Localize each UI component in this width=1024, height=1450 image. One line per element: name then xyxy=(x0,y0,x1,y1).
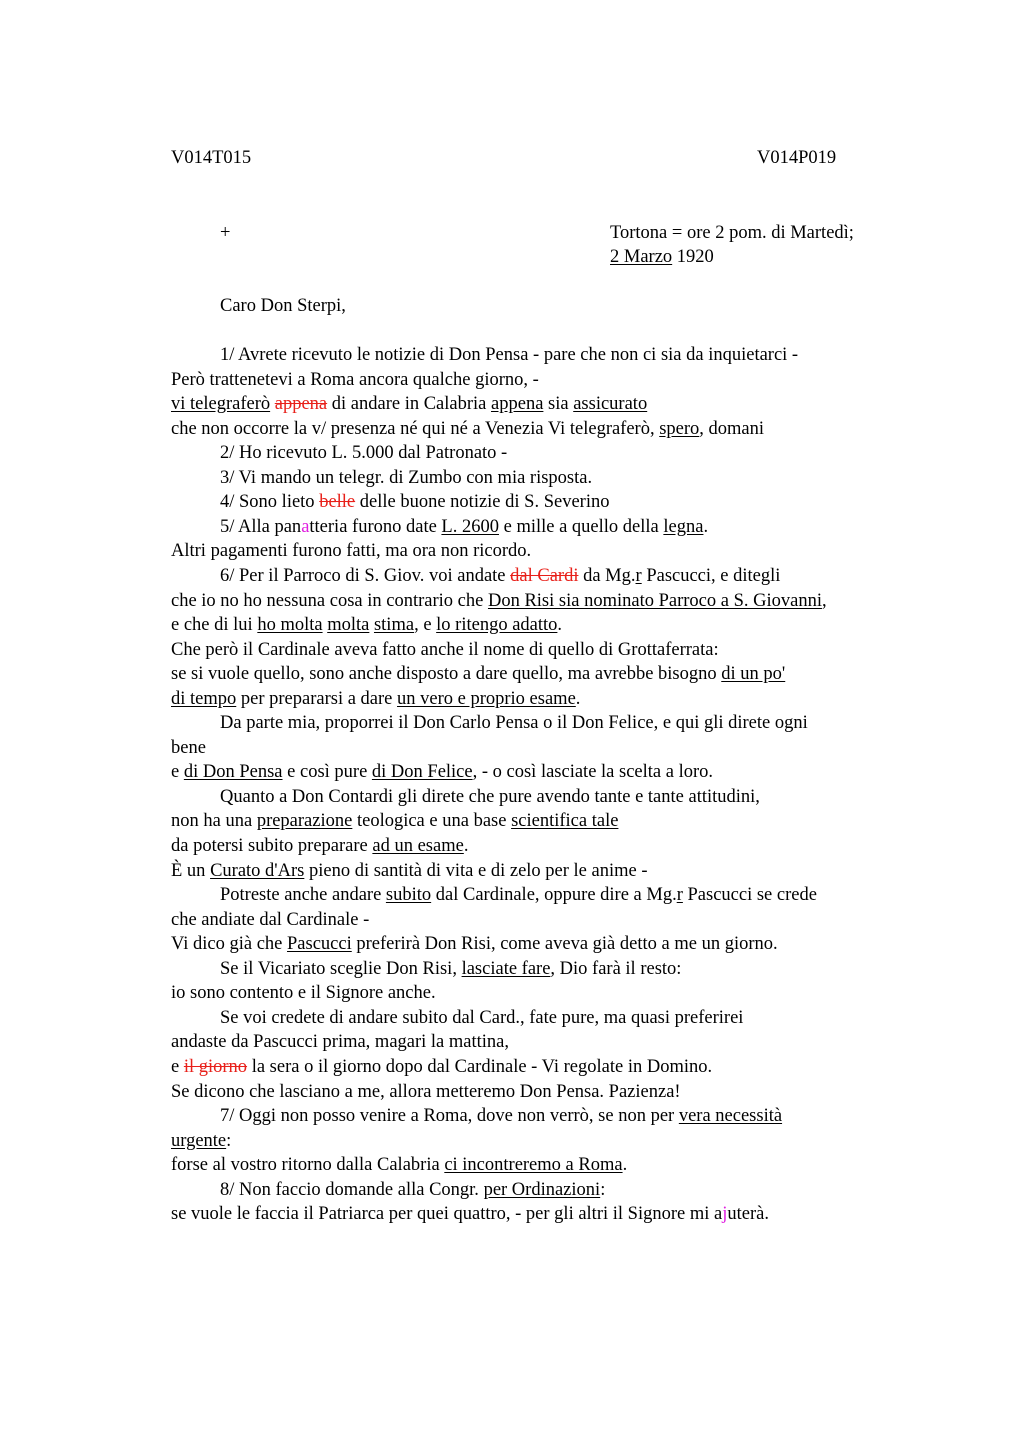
underlined-text: r xyxy=(676,885,683,905)
line-text: uterà. xyxy=(727,1204,769,1224)
underlined-text: Don Risi sia nominato Parroco a S. Giovanni xyxy=(487,591,822,611)
salutation: Caro Don Sterpi, xyxy=(220,296,346,316)
inserted-letter: j xyxy=(722,1204,728,1224)
line-text: e così pure xyxy=(282,762,372,782)
line-text: 7/ Oggi non posso venire a Roma, dove non verrò, se non per xyxy=(220,1106,679,1126)
line-text: 1/ Avrete ricevuto le notizie di Don Pensa - pare che non ci sia da inquietarci - xyxy=(220,345,799,365)
line-text: sia xyxy=(543,394,574,414)
line-text: Se voi credete di andare subito dal Card., fate pure, ma quasi preferirei xyxy=(220,1008,744,1028)
letter-line xyxy=(220,785,760,809)
letter-line xyxy=(171,368,539,392)
letter-line xyxy=(220,343,798,367)
letter-line xyxy=(220,441,507,465)
letter-line xyxy=(171,859,648,883)
document-code-right: V014P019 xyxy=(757,148,837,168)
line-text: Però trattenetevi a Roma ancora qualche giorno, - xyxy=(171,370,539,390)
line-text: , xyxy=(821,591,827,611)
line-text: Pascucci, e ditegli xyxy=(641,566,781,586)
line-text: : xyxy=(600,1180,606,1200)
line-text: Pascucci se crede xyxy=(682,885,817,905)
letter-line xyxy=(171,1129,231,1153)
line-text: da potersi subito preparare xyxy=(171,836,373,856)
underlined-text: vera necessità xyxy=(678,1106,783,1126)
date-year: 1920 xyxy=(672,247,714,267)
line-text: . xyxy=(575,689,581,709)
underlined-text: ho molta xyxy=(257,615,323,635)
line-text: , domani xyxy=(699,419,765,439)
dateline-date xyxy=(610,245,714,269)
line-text: la sera o il giorno dopo dal Cardinale - Vi regolate in Domino. xyxy=(247,1057,713,1077)
line-text: forse al vostro ritorno dalla Calabria xyxy=(171,1155,445,1175)
line-text: . xyxy=(703,517,709,537)
underlined-text: r xyxy=(635,566,642,586)
line-text: io sono contento e il Signore anche. xyxy=(171,983,436,1003)
letter-line xyxy=(171,638,719,662)
underlined-text: subito xyxy=(385,885,432,905)
letter-line xyxy=(220,1178,605,1202)
letter-line xyxy=(171,760,713,784)
underlined-text: spero xyxy=(659,419,700,439)
line-text: Se il Vicariato sceglie Don Risi, xyxy=(220,959,462,979)
letter-line xyxy=(220,1104,782,1128)
underlined-text: appena xyxy=(491,394,544,414)
letter-line xyxy=(171,932,778,956)
line-text: : xyxy=(226,1131,232,1151)
date-day-month: 2 Marzo xyxy=(610,247,673,267)
line-text: È un xyxy=(171,861,211,881)
line-text: Altri pagamenti furono fatti, ma ora non ricordo. xyxy=(171,541,532,561)
dateline-place-time: Tortona = ore 2 pom. di Martedì; xyxy=(610,223,854,243)
underlined-text: ad un esame xyxy=(372,836,464,856)
deleted-text: il giorno xyxy=(183,1057,248,1077)
letter-line xyxy=(220,711,808,735)
line-text: e mille a quello della xyxy=(498,517,664,537)
line-text: Se dicono che lasciano a me, allora metteremo Don Pensa. Pazienza! xyxy=(171,1082,681,1102)
line-text: Che però il Cardinale aveva fatto anche il nome di quello di Grottaferrata: xyxy=(171,640,719,660)
underlined-text: assicurato xyxy=(573,394,648,414)
line-text: 3/ Vi mando un telegr. di Zumbo con mia risposta. xyxy=(220,468,593,488)
cross-mark: + xyxy=(220,223,231,243)
line-text: , e xyxy=(414,615,437,635)
letter-line xyxy=(171,1055,712,1079)
line-text: bene xyxy=(171,738,206,758)
underlined-text: di Don Felice xyxy=(371,762,473,782)
deleted-text: dal Cardi xyxy=(510,566,579,586)
line-text: Quanto a Don Contardi gli direte che pure avendo tante e tante attitudini, xyxy=(220,787,760,807)
letter-line xyxy=(171,1202,769,1226)
letter-line xyxy=(171,809,618,833)
underlined-text: preparazione xyxy=(256,811,353,831)
letter-line xyxy=(171,613,562,637)
letter-line xyxy=(220,515,708,539)
letter-line xyxy=(171,392,647,416)
line-text: , Dio farà il resto: xyxy=(550,959,682,979)
underlined-text: urgente xyxy=(171,1131,227,1151)
line-text: dal Cardinale, oppure dire a Mg. xyxy=(431,885,677,905)
letter-line xyxy=(171,1080,681,1104)
line-text: 4/ Sono lieto xyxy=(220,492,320,512)
line-text: di andare in Calabria xyxy=(327,394,492,414)
line-text: tteria furono date xyxy=(309,517,442,537)
letter-line xyxy=(220,1006,743,1030)
letter-line xyxy=(220,466,592,490)
letter-line xyxy=(171,908,369,932)
underlined-text: di Don Pensa xyxy=(183,762,283,782)
letter-line xyxy=(220,883,817,907)
underlined-text: lasciate fare xyxy=(461,959,551,979)
line-text: che andiate dal Cardinale - xyxy=(171,910,370,930)
line-text: che io no ho nessuna cosa in contrario che xyxy=(171,591,488,611)
letter-line xyxy=(171,736,206,760)
line-text: teologica e una base xyxy=(352,811,512,831)
underlined-text: scientifica tale xyxy=(511,811,619,831)
line-text: delle buone notizie di S. Severino xyxy=(355,492,610,512)
deleted-text: appena xyxy=(274,394,328,414)
letter-line xyxy=(171,1153,627,1177)
line-text: che non occorre la v/ presenza né qui né a Venezia Vi telegraferò, xyxy=(171,419,660,439)
line-text: 5/ Alla pan xyxy=(220,517,302,537)
line-text: 2/ Ho ricevuto L. 5.000 dal Patronato - xyxy=(220,443,508,463)
inserted-letter: a xyxy=(301,517,310,537)
underlined-text: legna xyxy=(663,517,704,537)
underlined-text: vi telegraferò xyxy=(171,394,271,414)
line-text: e che di lui xyxy=(171,615,258,635)
letter-line xyxy=(171,589,827,613)
underlined-text: Curato d'Ars xyxy=(210,861,305,881)
letter-line xyxy=(220,564,780,588)
letter-line xyxy=(171,662,785,686)
underlined-text: stima xyxy=(373,615,415,635)
line-text: 6/ Per il Parroco di S. Giov. voi andate xyxy=(220,566,511,586)
line-text: , - o così lasciate la scelta a loro. xyxy=(472,762,714,782)
underlined-text: per Ordinazioni xyxy=(483,1180,601,1200)
letter-line xyxy=(171,687,580,711)
letter-line xyxy=(171,417,764,441)
line-text: . xyxy=(557,615,563,635)
line-text: non ha una xyxy=(171,811,257,831)
deleted-text: belle xyxy=(319,492,356,512)
letter-line xyxy=(220,490,609,514)
underlined-text: Pascucci xyxy=(287,934,352,954)
document-code-left: V014T015 xyxy=(171,148,252,168)
line-text: Vi dico già che xyxy=(171,934,288,954)
line-text: da Mg. xyxy=(578,566,636,586)
line-text: e xyxy=(171,762,184,782)
letter-line xyxy=(220,957,681,981)
line-text: per prepararsi a dare xyxy=(236,689,398,709)
letter-line xyxy=(171,834,468,858)
line-text: preferirà Don Risi, come aveva già detto a me un giorno. xyxy=(351,934,778,954)
underlined-text: L. 2600 xyxy=(441,517,499,537)
line-text: Potreste anche andare xyxy=(220,885,386,905)
line-text: e xyxy=(171,1057,184,1077)
letter-line xyxy=(171,539,531,563)
letter-line xyxy=(171,981,436,1005)
underlined-text: lo ritengo adatto xyxy=(436,615,558,635)
letter-line xyxy=(171,1030,509,1054)
line-text: Da parte mia, proporrei il Don Carlo Pensa o il Don Felice, e qui gli direte ogni xyxy=(220,713,808,733)
line-text: 8/ Non faccio domande alla Congr. xyxy=(220,1180,484,1200)
line-text: andaste da Pascucci prima, magari la mattina, xyxy=(171,1032,510,1052)
underlined-text: di un po' xyxy=(721,664,786,684)
underlined-text: un vero e proprio esame xyxy=(397,689,576,709)
line-text: pieno di santità di vita e di zelo per le anime - xyxy=(304,861,648,881)
line-text: se si vuole quello, sono anche disposto a dare quello, ma avrebbe bisogno xyxy=(171,664,722,684)
underlined-text: molta xyxy=(327,615,370,635)
line-text: . xyxy=(622,1155,628,1175)
underlined-text: di tempo xyxy=(171,689,237,709)
underlined-text: ci incontreremo a Roma xyxy=(444,1155,623,1175)
line-text: . xyxy=(463,836,469,856)
line-text: se vuole le faccia il Patriarca per quei quattro, - per gli altri il Signore mi a xyxy=(171,1204,723,1224)
